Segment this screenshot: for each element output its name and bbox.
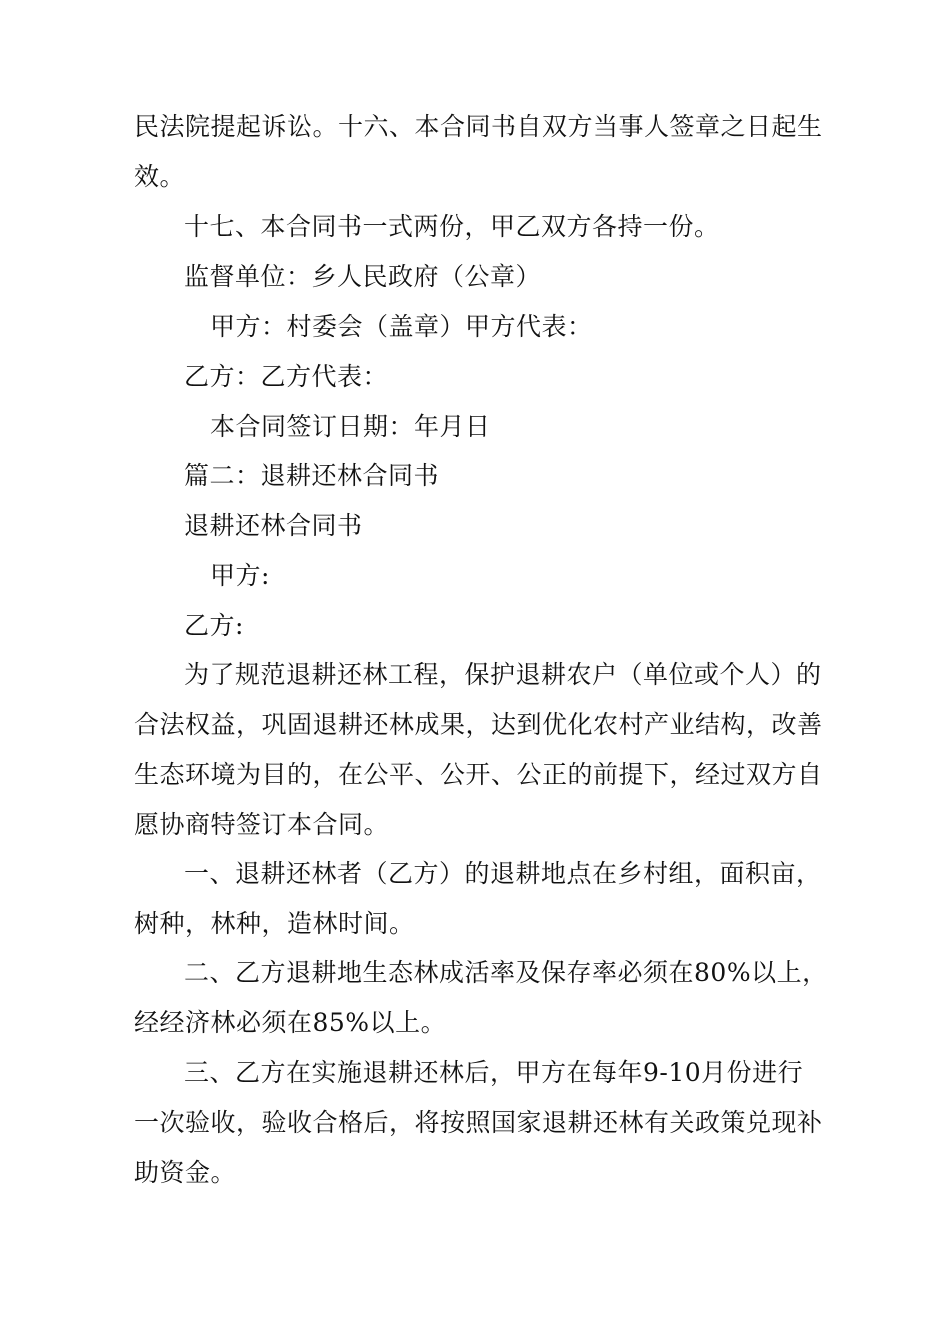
text-line-7: 本合同签订日期：年月日 — [210, 412, 491, 441]
text-line-13: 合法权益，巩固退耕还林成果，达到优化农村产业结构，改善 — [134, 710, 823, 739]
text-line-17: 树种，林种，造林时间。 — [134, 909, 415, 938]
text-line-20: 三、乙方在实施退耕还林后，甲方在每年9-10月份进行 — [184, 1058, 804, 1087]
text-line-2: 效。 — [134, 162, 186, 191]
text-line-3: 十七、本合同书一式两份，甲乙双方各持一份。 — [184, 212, 720, 241]
text-line-14: 生态环境为目的，在公平、公开、公正的前提下，经过双方自 — [134, 760, 823, 789]
text-line-10: 甲方: — [210, 561, 270, 590]
text-line-15: 愿协商特签订本合同。 — [134, 810, 390, 839]
text-line-22: 助资金。 — [134, 1158, 237, 1187]
text-line-21: 一次验收，验收合格后，将按照国家退耕还林有关政策兑现补 — [134, 1108, 823, 1137]
text-line-6: 乙方：乙方代表： — [184, 362, 389, 391]
text-line-11: 乙方: — [184, 611, 244, 640]
text-line-4: 监督单位：乡人民政府（公章） — [184, 262, 542, 291]
text-line-1: 民法院提起诉讼。十六、本合同书自双方当事人签章之日起生 — [134, 112, 823, 141]
text-line-8: 篇二：退耕还林合同书 — [184, 461, 440, 490]
text-line-12: 为了规范退耕还林工程，保护退耕农户（单位或个人）的 — [184, 660, 822, 689]
text-line-16: 一、退耕还林者（乙方）的退耕地点在乡村组，面积亩， — [184, 859, 822, 888]
text-line-18: 二、乙方退耕地生态林成活率及保存率必须在80%以上， — [184, 958, 828, 987]
text-line-5: 甲方：村委会（盖章）甲方代表： — [210, 312, 593, 341]
text-line-19: 经经济林必须在85%以上。 — [134, 1008, 447, 1037]
text-line-9: 退耕还林合同书 — [184, 511, 363, 540]
